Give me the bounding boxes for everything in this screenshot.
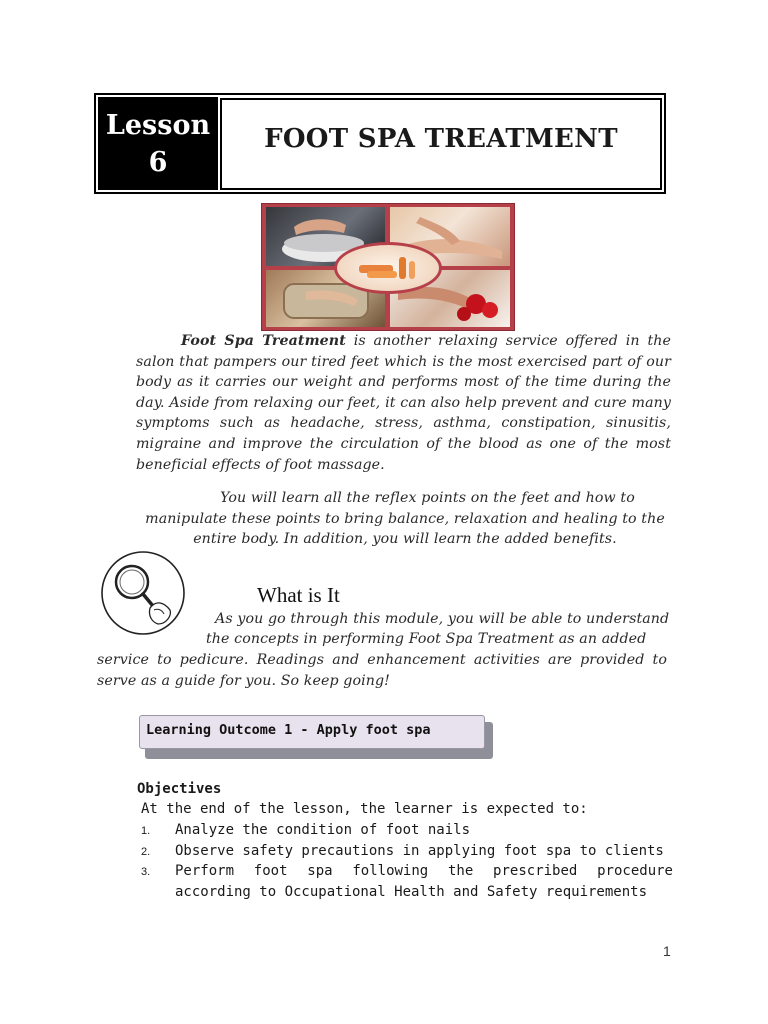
learning-paragraph: You will learn all the reflex points on the feet and how to manipulate these points to bring balance, relaxation and healing to the entire body. In addition, you will learn the added benefits. xyxy=(145,490,665,548)
list-item xyxy=(141,820,673,841)
objectives-list xyxy=(141,820,673,902)
foot-spa-photo-collage xyxy=(261,203,515,331)
lesson-number: 6 xyxy=(148,147,168,178)
lesson-number-box xyxy=(98,97,218,190)
lesson-label: Lesson xyxy=(105,110,211,141)
intro-term: Foot Spa Treatment xyxy=(181,333,346,349)
intro-paragraph-text: is another relaxing service offered in the salon that pampers our tired feet which is the most exercised part of our body as it carries our weight and performs most of the time during the day. Aside from relaxing our feet, it can also help prevent and cure many symptoms such as headache, stress, asthma, constipation, sinusitis, migraine and improve the circulation of the blood as one of the most beneficial effects of foot massage. xyxy=(136,333,671,473)
magnifying-glass-hand-icon xyxy=(100,550,186,636)
what-is-it-line2: the concepts in performing Foot Spa Treatment as an added xyxy=(206,631,647,647)
page-number: 1 xyxy=(663,943,671,959)
list-item-number: 1. xyxy=(141,825,151,837)
title-box xyxy=(220,98,662,190)
list-item-text: Analyze the condition of foot nails xyxy=(175,822,471,838)
objectives-intro: At the end of the lesson, the learner is expected to: xyxy=(141,801,588,817)
list-item-number: 3. xyxy=(141,866,151,879)
list-item xyxy=(141,861,673,902)
list-item-text: Perform foot spa following the prescribed procedure according to Occupational Health and Safety requirements xyxy=(175,863,673,900)
what-is-it-line1: As you go through this module, you will be able to understand xyxy=(215,611,670,627)
what-is-it-heading: What is It xyxy=(257,583,340,607)
list-item-number: 2. xyxy=(141,845,151,858)
learning-outcome-box: Learning Outcome 1 - Apply foot spa xyxy=(139,715,485,749)
what-is-it-paragraph: service to pedicure. Readings and enhancement activities are provided to serve as a guide for you. So keep going! xyxy=(97,652,667,689)
lesson-title-banner xyxy=(94,93,666,194)
page-title: FOOT SPA TREATMENT xyxy=(264,124,618,154)
intro-paragraph xyxy=(136,331,671,475)
objectives-heading: Objectives xyxy=(137,781,222,797)
spa-products-oval-photo xyxy=(334,242,442,294)
list-item-text: Observe safety precautions in applying foot spa to clients xyxy=(175,842,664,859)
list-item xyxy=(141,841,673,862)
